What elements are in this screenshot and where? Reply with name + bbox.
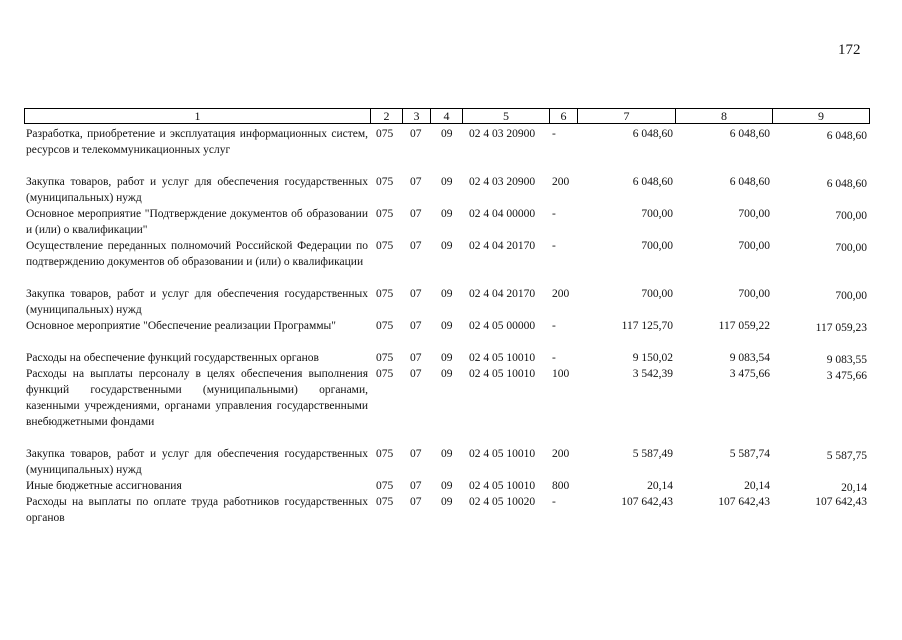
row-subsection: 09 — [441, 496, 453, 508]
row-amount-col7: 6 048,60 — [632, 128, 673, 140]
row-target-article: 02 4 05 00000 — [469, 320, 536, 332]
row-amount-col8: 20,14 — [744, 480, 770, 492]
row-ministry-code: 075 — [376, 288, 394, 300]
row-section: 07 — [410, 288, 422, 300]
row-target-article: 02 4 05 10020 — [469, 496, 536, 508]
row-subsection: 09 — [441, 320, 453, 332]
row-ministry-code: 075 — [376, 368, 394, 380]
header-col-5: 5 — [463, 109, 550, 123]
row-amount-col8: 6 048,60 — [729, 176, 770, 188]
row-subsection: 09 — [441, 368, 453, 380]
row-expense-type: 200 — [552, 288, 570, 300]
row-ministry-code: 075 — [376, 320, 394, 332]
row-description: Расходы на обеспечение функций государственных органов — [26, 352, 319, 364]
row-amount-col8: 700,00 — [738, 240, 770, 252]
row-amount-col9: 700,00 — [835, 290, 867, 302]
row-amount-col7: 6 048,60 — [632, 176, 673, 188]
row-target-article: 02 4 05 10010 — [469, 448, 536, 460]
row-description: Расходы на выплаты персоналу в целях обеспечения выполнения функций государственными (муниципальными) органами, казенными учреждениями, органами управления государственными внебюджетными фондами — [26, 368, 368, 428]
row-subsection: 09 — [441, 240, 453, 252]
header-col-6: 6 — [550, 109, 578, 123]
row-target-article: 02 4 03 20900 — [469, 176, 536, 188]
row-expense-type: 200 — [552, 176, 570, 188]
row-target-article: 02 4 05 10010 — [469, 368, 536, 380]
row-ministry-code: 075 — [376, 352, 394, 364]
row-amount-col9: 700,00 — [835, 242, 867, 254]
row-target-article: 02 4 05 10010 — [469, 352, 536, 364]
row-section: 07 — [410, 352, 422, 364]
row-ministry-code: 075 — [376, 480, 394, 492]
table-header — [24, 108, 870, 124]
row-expense-type: - — [552, 320, 556, 332]
row-amount-col8: 107 642,43 — [718, 496, 770, 508]
row-subsection: 09 — [441, 480, 453, 492]
row-expense-type: 200 — [552, 448, 570, 460]
row-ministry-code: 075 — [376, 496, 394, 508]
row-expense-type: - — [552, 208, 556, 220]
row-amount-col9: 3 475,66 — [826, 370, 867, 382]
row-subsection: 09 — [441, 352, 453, 364]
row-description: Иные бюджетные ассигнования — [26, 480, 182, 492]
header-col-9: 9 — [818, 109, 824, 123]
row-subsection: 09 — [441, 176, 453, 188]
row-amount-col7: 3 542,39 — [632, 368, 673, 380]
row-section: 07 — [410, 496, 422, 508]
row-ministry-code: 075 — [376, 128, 394, 140]
row-ministry-code: 075 — [376, 448, 394, 460]
row-expense-type: 100 — [552, 368, 570, 380]
row-subsection: 09 — [441, 288, 453, 300]
row-description: Закупка товаров, работ и услуг для обеспечения государственных (муниципальных) нужд — [26, 288, 368, 316]
row-expense-type: - — [552, 352, 556, 364]
row-amount-col7: 9 150,02 — [632, 352, 673, 364]
row-section: 07 — [410, 208, 422, 220]
row-subsection: 09 — [441, 128, 453, 140]
row-amount-col9: 6 048,60 — [826, 178, 867, 190]
row-amount-col9: 20,14 — [841, 482, 867, 494]
row-target-article: 02 4 04 20170 — [469, 240, 536, 252]
row-target-article: 02 4 04 00000 — [469, 208, 536, 220]
row-section: 07 — [410, 368, 422, 380]
row-amount-col7: 700,00 — [641, 288, 673, 300]
row-amount-col7: 700,00 — [641, 240, 673, 252]
row-target-article: 02 4 05 10010 — [469, 480, 536, 492]
row-amount-col8: 5 587,74 — [729, 448, 770, 460]
row-subsection: 09 — [441, 208, 453, 220]
row-amount-col9: 5 587,75 — [826, 450, 867, 462]
row-amount-col8: 9 083,54 — [729, 352, 770, 364]
row-description: Закупка товаров, работ и услуг для обеспечения государственных (муниципальных) нужд — [26, 176, 368, 204]
row-description: Расходы на выплаты по оплате труда работников государственных органов — [26, 496, 368, 524]
row-amount-col9: 117 059,23 — [815, 322, 867, 334]
header-col-2: 2 — [371, 109, 403, 123]
row-section: 07 — [410, 320, 422, 332]
row-amount-col9: 107 642,43 — [815, 496, 867, 508]
row-expense-type: - — [552, 240, 556, 252]
row-amount-col8: 117 059,22 — [718, 320, 770, 332]
header-col-8: 8 — [676, 109, 773, 123]
row-expense-type: - — [552, 496, 556, 508]
page-number: 172 — [838, 42, 861, 58]
header-col-1: 1 — [25, 109, 371, 123]
header-col-7: 7 — [578, 109, 676, 123]
row-amount-col8: 6 048,60 — [729, 128, 770, 140]
row-target-article: 02 4 04 20170 — [469, 288, 536, 300]
row-amount-col9: 700,00 — [835, 210, 867, 222]
row-description: Осуществление переданных полномочий Российской Федерации по подтверждению документов об образовании и (или) о квалификации — [26, 240, 368, 268]
row-ministry-code: 075 — [376, 240, 394, 252]
row-amount-col9: 9 083,55 — [826, 354, 867, 366]
header-col-3: 3 — [403, 109, 431, 123]
row-amount-col7: 107 642,43 — [621, 496, 673, 508]
row-description: Основное мероприятие "Подтверждение документов об образовании и (или) о квалификации" — [26, 208, 368, 236]
row-description: Закупка товаров, работ и услуг для обеспечения государственных (муниципальных) нужд — [26, 448, 368, 476]
header-col-4: 4 — [431, 109, 463, 123]
row-expense-type: 800 — [552, 480, 570, 492]
row-amount-col7: 20,14 — [647, 480, 673, 492]
row-section: 07 — [410, 176, 422, 188]
row-section: 07 — [410, 448, 422, 460]
row-description: Основное мероприятие "Обеспечение реализации Программы" — [26, 320, 336, 332]
row-amount-col8: 700,00 — [738, 288, 770, 300]
row-ministry-code: 075 — [376, 208, 394, 220]
row-amount-col7: 700,00 — [641, 208, 673, 220]
row-section: 07 — [410, 480, 422, 492]
row-target-article: 02 4 03 20900 — [469, 128, 536, 140]
row-ministry-code: 075 — [376, 176, 394, 188]
row-section: 07 — [410, 128, 422, 140]
row-section: 07 — [410, 240, 422, 252]
row-subsection: 09 — [441, 448, 453, 460]
row-expense-type: - — [552, 128, 556, 140]
row-amount-col7: 5 587,49 — [632, 448, 673, 460]
row-amount-col8: 700,00 — [738, 208, 770, 220]
row-amount-col8: 3 475,66 — [729, 368, 770, 380]
row-amount-col7: 117 125,70 — [621, 320, 673, 332]
row-amount-col9: 6 048,60 — [826, 130, 867, 142]
row-description: Разработка, приобретение и эксплуатация информационных систем, ресурсов и телекоммуникационных услуг — [26, 128, 368, 156]
